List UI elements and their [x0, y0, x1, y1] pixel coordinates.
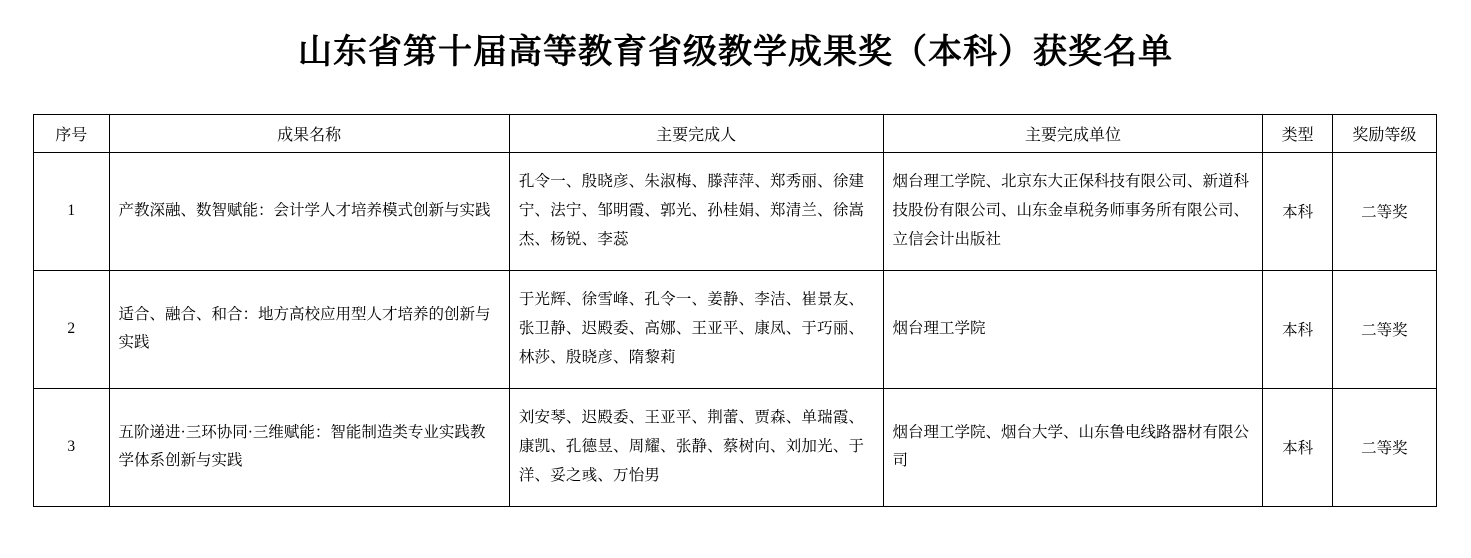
cell-contributors: 孔令一、殷晓彦、朱淑梅、滕萍萍、郑秀丽、徐建宁、法宁、邹明霞、郭光、孙桂娟、郑清兰、徐嵩杰、杨锐、李蕊: [509, 152, 883, 270]
column-header-type: 类型: [1263, 114, 1332, 152]
column-header-seq: 序号: [34, 114, 110, 152]
award-table: [33, 114, 1437, 507]
column-header-unit: 主要完成单位: [883, 114, 1263, 152]
cell-seq: 1: [34, 152, 110, 270]
cell-type: 本科: [1263, 270, 1332, 388]
column-header-name: 成果名称: [109, 114, 509, 152]
cell-achievement-name: 五阶递进·三环协同·三维赋能：智能制造类专业实践教学体系创新与实践: [109, 388, 509, 506]
cell-units: 烟台理工学院、北京东大正保科技有限公司、新道科技股份有限公司、山东金卓税务师事务所有限公司、立信会计出版社: [883, 152, 1263, 270]
cell-units: 烟台理工学院、烟台大学、山东鲁电线路器材有限公司: [883, 388, 1263, 506]
table-row: [34, 152, 1437, 270]
cell-award-level: 二等奖: [1332, 152, 1436, 270]
page-title: 山东省第十届高等教育省级教学成果奖（本科）获奖名单: [298, 34, 1173, 71]
table-header: [34, 114, 1437, 152]
column-header-people: 主要完成人: [509, 114, 883, 152]
cell-achievement-name: 产教深融、数智赋能：会计学人才培养模式创新与实践: [109, 152, 509, 270]
cell-award-level: 二等奖: [1332, 270, 1436, 388]
cell-seq: 3: [34, 388, 110, 506]
table-header-row: [34, 114, 1437, 152]
table-row: [34, 270, 1437, 388]
column-header-level: 奖励等级: [1332, 114, 1436, 152]
cell-achievement-name: 适合、融合、和合：地方高校应用型人才培养的创新与实践: [109, 270, 509, 388]
table-body: [34, 152, 1437, 506]
cell-seq: 2: [34, 270, 110, 388]
award-table-container: [33, 114, 1438, 507]
cell-units: 烟台理工学院: [883, 270, 1263, 388]
cell-contributors: 刘安琴、迟殿委、王亚平、荆蕾、贾森、单瑞霞、康凯、孔德昱、周耀、张静、蔡树向、刘加光、于洋、妥之彧、万怡男: [509, 388, 883, 506]
cell-contributors: 于光辉、徐雪峰、孔令一、姜静、李洁、崔景友、张卫静、迟殿委、高娜、王亚平、康凤、于巧丽、林莎、殷晓彦、隋黎莉: [509, 270, 883, 388]
cell-type: 本科: [1263, 152, 1332, 270]
cell-type: 本科: [1263, 388, 1332, 506]
table-row: [34, 388, 1437, 506]
cell-award-level: 二等奖: [1332, 388, 1436, 506]
